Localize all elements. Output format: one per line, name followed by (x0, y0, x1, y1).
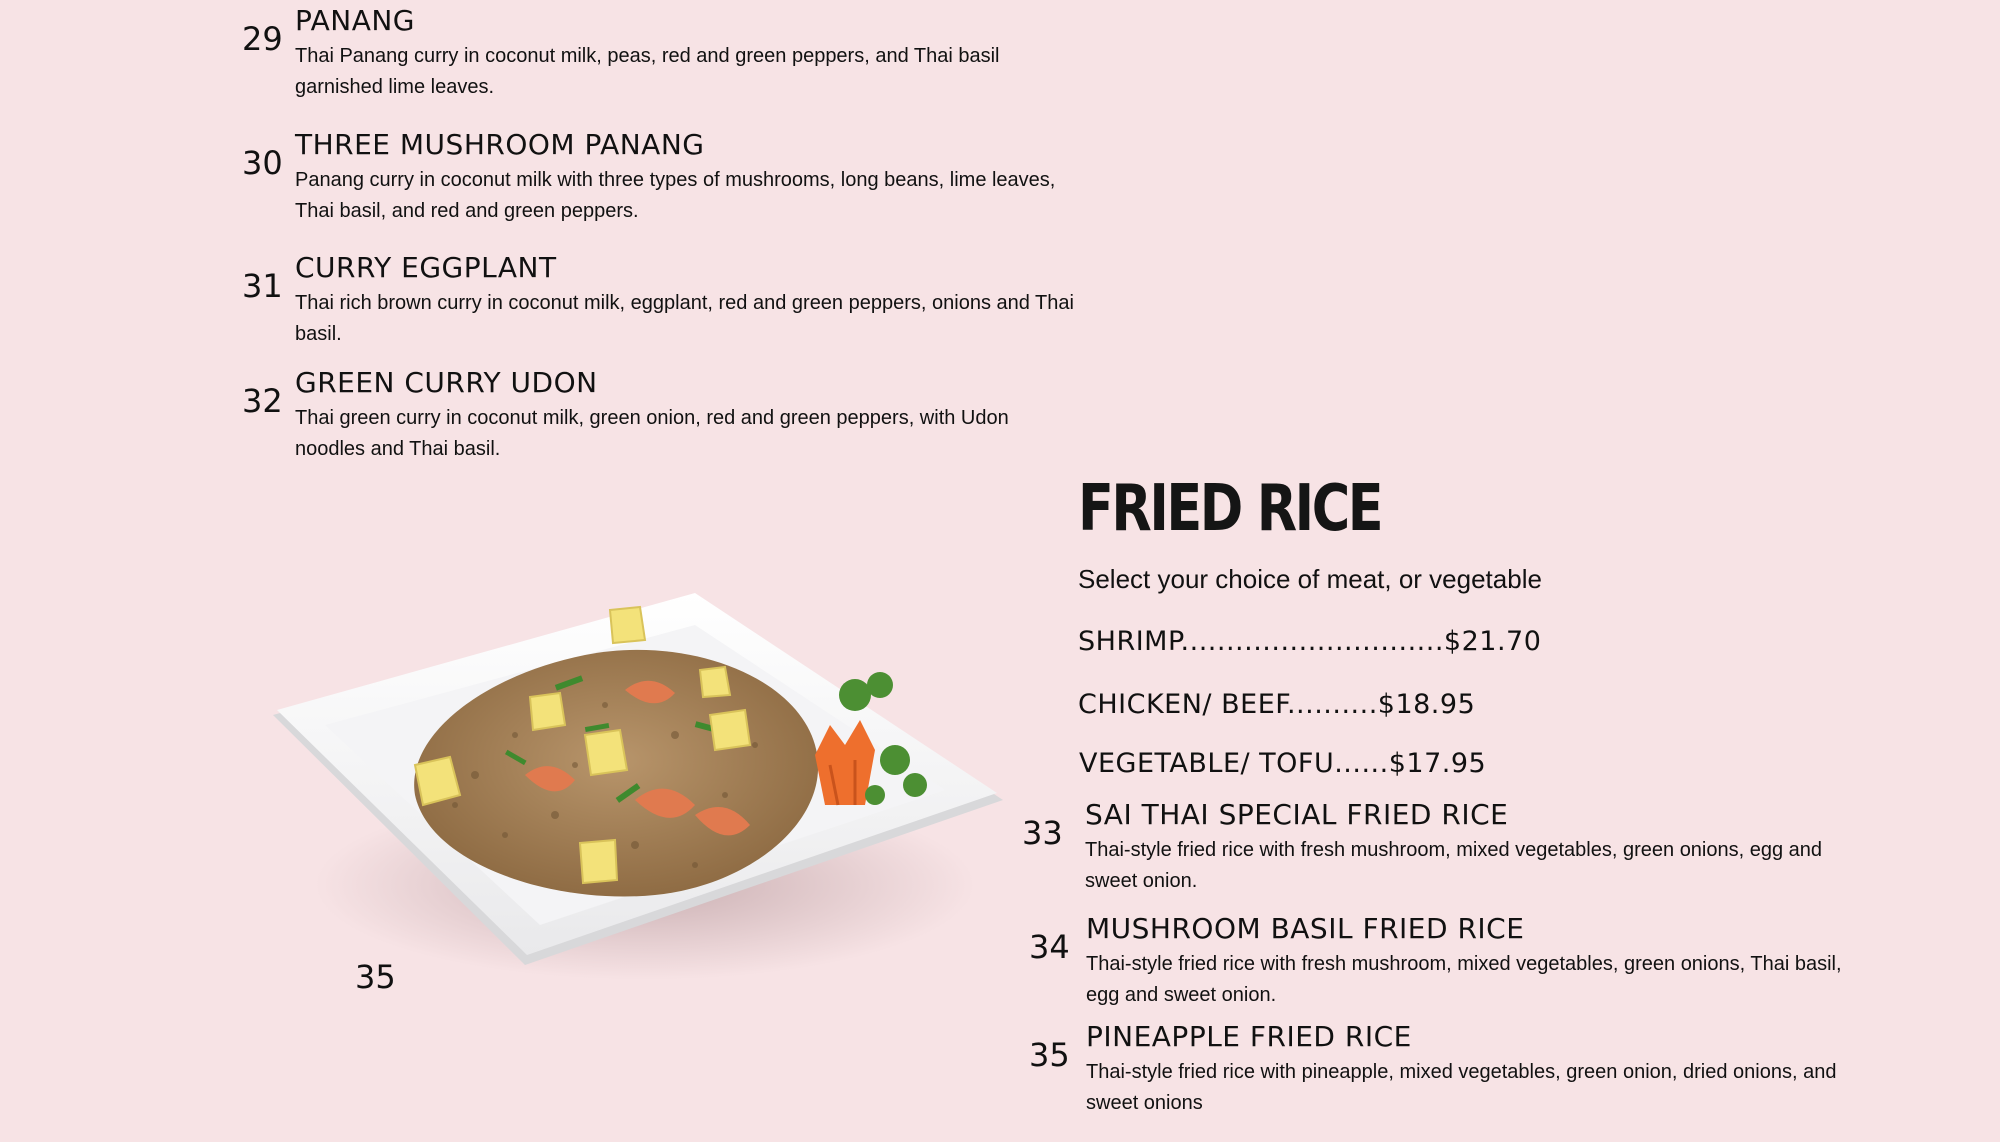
item-description: Thai green curry in coconut milk, green onion, red and green peppers, with Udon noodles and Thai basil. (295, 406, 1009, 460)
menu-item-pineapple-fried-rice (1029, 1022, 1859, 1119)
item-name: MUSHROOM BASIL FRIED RICE (1086, 912, 1525, 945)
menu-item-three-mushroom-panang (242, 130, 1082, 227)
price-chicken-beef: CHICKEN/ BEEF..........$18.95 (1078, 689, 1476, 720)
menu-item-sai-thai-special-fried-rice (1022, 800, 1842, 897)
item-number: 31 (242, 267, 283, 305)
item-number: 35 (1029, 1036, 1070, 1074)
item-number: 32 (242, 382, 283, 420)
photo-item-number: 35 (355, 958, 396, 996)
item-number: 34 (1029, 928, 1070, 966)
price-shrimp: SHRIMP.............................$21.70 (1078, 626, 1542, 657)
item-number: 30 (242, 144, 283, 182)
item-description: Panang curry in coconut milk with three types of mushrooms, long beans, lime leaves, Thai basil, and red and green peppers. (295, 168, 1056, 222)
fried-rice-photo (255, 585, 1015, 1005)
item-name: CURRY EGGPLANT (295, 251, 557, 284)
item-name: GREEN CURRY UDON (295, 366, 598, 399)
item-description: Thai-style fried rice with fresh mushroom, mixed vegetables, green onions, Thai basil, egg and sweet onion. (1086, 952, 1842, 1006)
menu-item-mushroom-basil-fried-rice (1029, 914, 1849, 1011)
item-description: Thai-style fried rice with fresh mushroom, mixed vegetables, green onions, egg and sweet onion. (1085, 838, 1823, 892)
item-number: 29 (242, 20, 283, 58)
item-number: 33 (1022, 814, 1063, 852)
item-name: THREE MUSHROOM PANANG (295, 128, 705, 161)
item-description: Thai-style fried rice with pineapple, mixed vegetables, green onion, dried onions, and sweet onions (1086, 1060, 1837, 1114)
section-heading: FRIED RICE (1078, 472, 1382, 546)
menu-item-panang (242, 6, 1082, 103)
item-name: PINEAPPLE FRIED RICE (1086, 1020, 1412, 1053)
item-description: Thai rich brown curry in coconut milk, eggplant, red and green peppers, onions and Thai basil. (295, 291, 1074, 345)
menu-item-green-curry-udon (242, 368, 1082, 465)
item-description: Thai Panang curry in coconut milk, peas, red and green peppers, and Thai basil garnished lime leaves. (295, 44, 1000, 98)
item-name: PANANG (295, 4, 415, 37)
price-vegetable-tofu: VEGETABLE/ TOFU......$17.95 (1079, 748, 1487, 779)
item-name: SAI THAI SPECIAL FRIED RICE (1085, 798, 1509, 831)
menu-item-curry-eggplant (242, 253, 1082, 350)
section-intro: Select your choice of meat, or vegetable (1078, 564, 1542, 594)
